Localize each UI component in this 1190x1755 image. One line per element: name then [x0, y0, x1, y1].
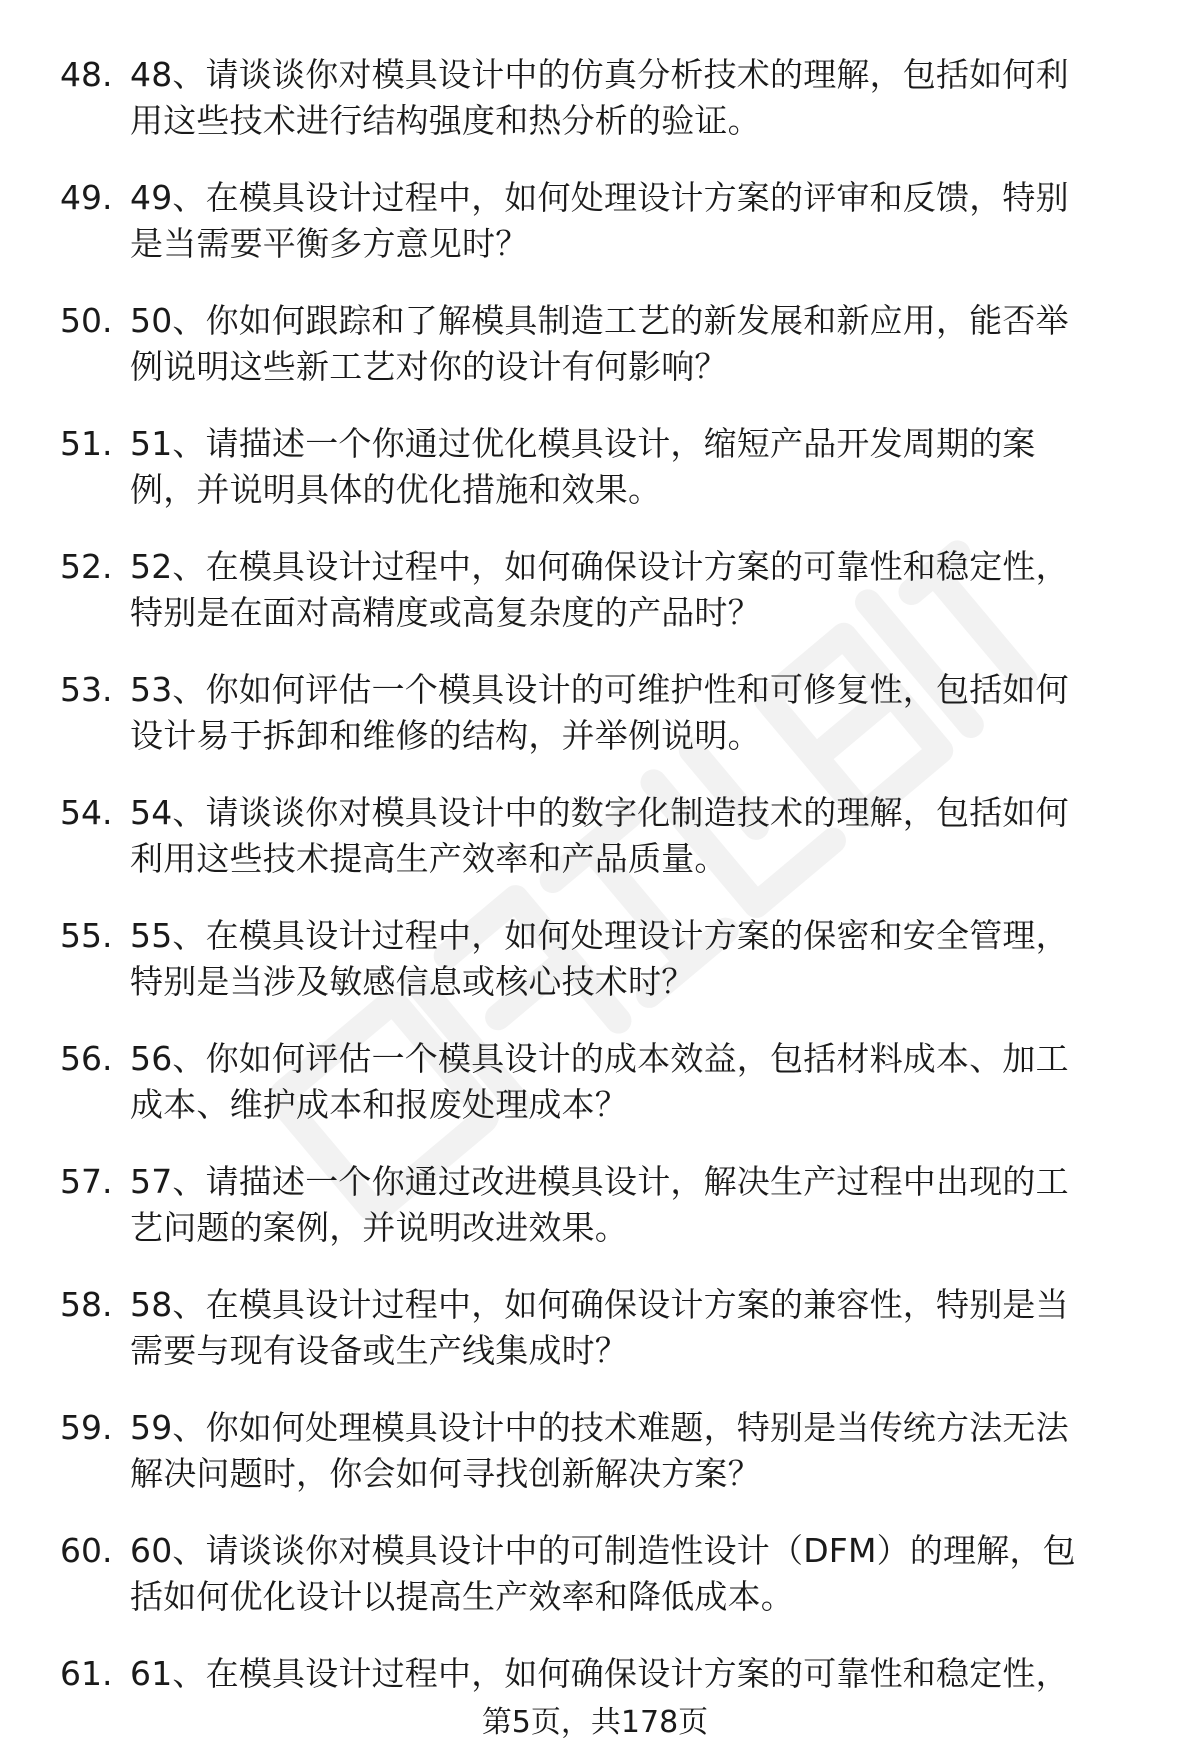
question-number: 56. [60, 1039, 113, 1078]
question-item [0, 1405, 1190, 1505]
question-item [0, 667, 1190, 767]
question-number: 49. [60, 178, 113, 217]
question-line: 例说明这些新工艺对你的设计有何影响？ [130, 347, 728, 386]
question-line: 54、请谈谈你对模具设计中的数字化制造技术的理解，包括如何 [130, 793, 1069, 832]
question-line: 艺问题的案例，并说明改进效果。 [130, 1208, 628, 1247]
question-item [0, 175, 1190, 275]
question-number: 52. [60, 547, 113, 586]
question-number: 53. [60, 670, 113, 709]
question-text [130, 1405, 1170, 1497]
question-text [130, 913, 1170, 1005]
question-number: 57. [60, 1162, 113, 1201]
question-number: 60. [60, 1531, 113, 1570]
question-item [0, 913, 1190, 1013]
question-line: 50、你如何跟踪和了解模具制造工艺的新发展和新应用，能否举 [130, 301, 1069, 340]
question-text [130, 790, 1170, 882]
question-line: 49、在模具设计过程中，如何处理设计方案的评审和反馈，特别 [130, 178, 1069, 217]
question-text [130, 1651, 1170, 1697]
question-number: 54. [60, 793, 113, 832]
question-item [0, 790, 1190, 890]
question-text [130, 1282, 1170, 1374]
question-line: 55、在模具设计过程中，如何处理设计方案的保密和安全管理， [130, 916, 1069, 955]
question-item [0, 1528, 1190, 1628]
question-number: 48. [60, 55, 113, 94]
question-text [130, 1528, 1170, 1620]
question-line: 60、请谈谈你对模具设计中的可制造性设计（DFM）的理解，包 [130, 1531, 1076, 1570]
question-line: 52、在模具设计过程中，如何确保设计方案的可靠性和稳定性， [130, 547, 1069, 586]
page-footer: 第5页，共178页 [481, 1705, 709, 1740]
question-number: 61. [60, 1654, 113, 1693]
question-line: 例，并说明具体的优化措施和效果。 [130, 470, 662, 509]
question-text [130, 52, 1170, 144]
question-line: 特别是当涉及敏感信息或核心技术时？ [130, 962, 695, 1001]
question-line: 需要与现有设备或生产线集成时？ [130, 1331, 628, 1370]
question-number: 55. [60, 916, 113, 955]
question-line: 用这些技术进行结构强度和热分析的验证。 [130, 101, 761, 140]
question-text [130, 544, 1170, 636]
question-item [0, 52, 1190, 152]
question-line: 57、请描述一个你通过改进模具设计，解决生产过程中出现的工 [130, 1162, 1069, 1201]
question-number: 59. [60, 1408, 113, 1447]
question-line: 成本、维护成本和报废处理成本？ [130, 1085, 628, 1124]
question-item [0, 1036, 1190, 1136]
question-number: 58. [60, 1285, 113, 1324]
question-line: 61、在模具设计过程中，如何确保设计方案的可靠性和稳定性， [130, 1654, 1069, 1693]
question-number: 51. [60, 424, 113, 463]
question-line: 解决问题时，你会如何寻找创新解决方案？ [130, 1454, 761, 1493]
question-item [0, 1159, 1190, 1259]
question-item [0, 1282, 1190, 1382]
question-item [0, 544, 1190, 644]
question-text [130, 298, 1170, 390]
question-line: 53、你如何评估一个模具设计的可维护性和可修复性，包括如何 [130, 670, 1069, 709]
question-line: 58、在模具设计过程中，如何确保设计方案的兼容性，特别是当 [130, 1285, 1069, 1324]
question-text [130, 421, 1170, 513]
question-item [0, 298, 1190, 398]
question-text [130, 667, 1170, 759]
question-number: 50. [60, 301, 113, 340]
question-line: 56、你如何评估一个模具设计的成本效益，包括材料成本、加工 [130, 1039, 1069, 1078]
question-item [0, 421, 1190, 521]
question-line: 设计易于拆卸和维修的结构，并举例说明。 [130, 716, 761, 755]
question-line: 48、请谈谈你对模具设计中的仿真分析技术的理解，包括如何利 [130, 55, 1069, 94]
question-line: 特别是在面对高精度或高复杂度的产品时？ [130, 593, 761, 632]
question-item [0, 1651, 1190, 1701]
question-line: 是当需要平衡多方意见时？ [130, 224, 529, 263]
question-line: 利用这些技术提高生产效率和产品质量。 [130, 839, 728, 878]
question-text [130, 1036, 1170, 1128]
question-text [130, 1159, 1170, 1251]
question-line: 51、请描述一个你通过优化模具设计，缩短产品开发周期的案 [130, 424, 1036, 463]
question-text [130, 175, 1170, 267]
question-line: 括如何优化设计以提高生产效率和降低成本。 [130, 1577, 794, 1616]
question-line: 59、你如何处理模具设计中的技术难题，特别是当传统方法无法 [130, 1408, 1069, 1447]
